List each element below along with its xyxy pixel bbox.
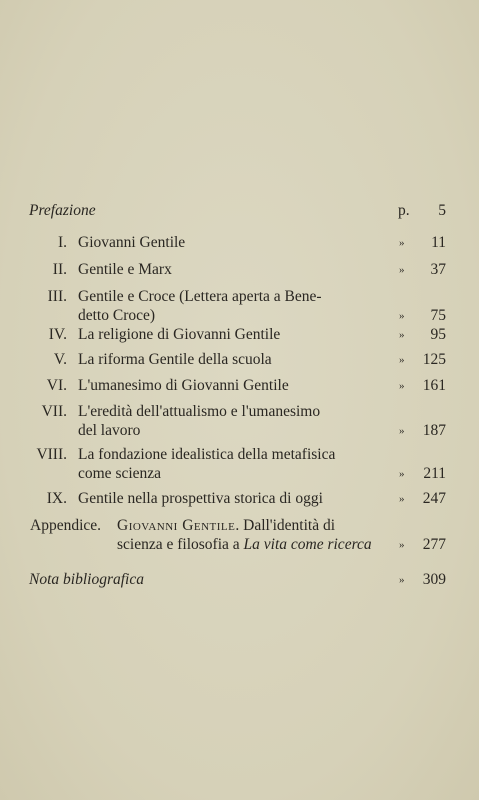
- chapter-title: Gentile e Croce (Lettera aperta a Bene-: [78, 288, 322, 305]
- page-number: 5: [438, 202, 446, 219]
- chapter-numeral: V.: [53, 351, 67, 368]
- preface-title: Prefazione: [29, 202, 96, 219]
- chapter-title: Giovanni Gentile: [78, 234, 186, 251]
- page-number: 247: [422, 490, 446, 507]
- appendix-title-italic: La vita come ricerca: [243, 536, 372, 553]
- page-number: 161: [422, 377, 446, 394]
- chapter-numeral: IV.: [48, 326, 67, 343]
- chapter-title: La religione di Giovanni Gentile: [78, 326, 281, 343]
- chapter-title: Gentile nella prospettiva storica di oggi: [78, 490, 323, 507]
- appendix-title-line2: [117, 535, 372, 555]
- page-number: 37: [430, 261, 446, 278]
- ditto-mark: »: [399, 380, 404, 392]
- page-number: 125: [422, 351, 446, 368]
- chapter-numeral: VI.: [46, 377, 67, 394]
- chapter-numeral: IX.: [46, 490, 67, 507]
- chapter-numeral: III.: [47, 288, 67, 305]
- ditto-mark: »: [399, 425, 404, 437]
- page-number: 211: [423, 465, 446, 482]
- ditto-mark: »: [399, 354, 404, 366]
- page-number: 11: [431, 234, 446, 251]
- ditto-mark: »: [399, 539, 404, 551]
- chapter-title: La fondazione idealistica della metafisica: [78, 446, 336, 463]
- chapter-numeral: II.: [52, 261, 67, 278]
- chapter-title: L'eredità dell'attualismo e l'umanesimo: [78, 403, 321, 420]
- page-number: 309: [422, 571, 446, 588]
- chapter-title: La riforma Gentile della scuola: [78, 351, 272, 368]
- appendix-title-part2: scienza e filosofia a: [117, 536, 244, 553]
- ditto-mark: »: [399, 329, 404, 341]
- chapter-title-line2: del lavoro: [78, 422, 141, 439]
- chapter-title: L'umanesimo di Giovanni Gentile: [78, 377, 289, 394]
- chapter-numeral: VIII.: [36, 446, 67, 463]
- page-number: 75: [430, 307, 446, 324]
- chapter-numeral: VII.: [41, 403, 67, 420]
- page-number: 187: [422, 422, 446, 439]
- appendix-label: Appendice.: [30, 517, 102, 534]
- appendix-title-part1: . Dall'identità di: [235, 517, 336, 534]
- chapter-numeral: I.: [57, 234, 67, 251]
- ditto-mark: »: [399, 468, 404, 480]
- chapter-title-line2: come scienza: [78, 465, 162, 482]
- ditto-mark: »: [399, 264, 404, 276]
- bibliography-title: Nota bibliografica: [29, 571, 144, 588]
- ditto-mark: »: [399, 574, 404, 586]
- chapter-title: Gentile e Marx: [78, 261, 172, 278]
- ditto-mark: »: [399, 310, 404, 322]
- ditto-mark: »: [399, 237, 404, 249]
- appendix-title: [117, 516, 335, 536]
- page-number: 95: [430, 326, 446, 343]
- page-label: p.: [398, 202, 410, 219]
- page-number: 277: [422, 536, 446, 553]
- chapter-title-line2: detto Croce): [78, 307, 156, 324]
- appendix-author: Giovanni Gentile: [117, 517, 236, 534]
- ditto-mark: »: [399, 493, 404, 505]
